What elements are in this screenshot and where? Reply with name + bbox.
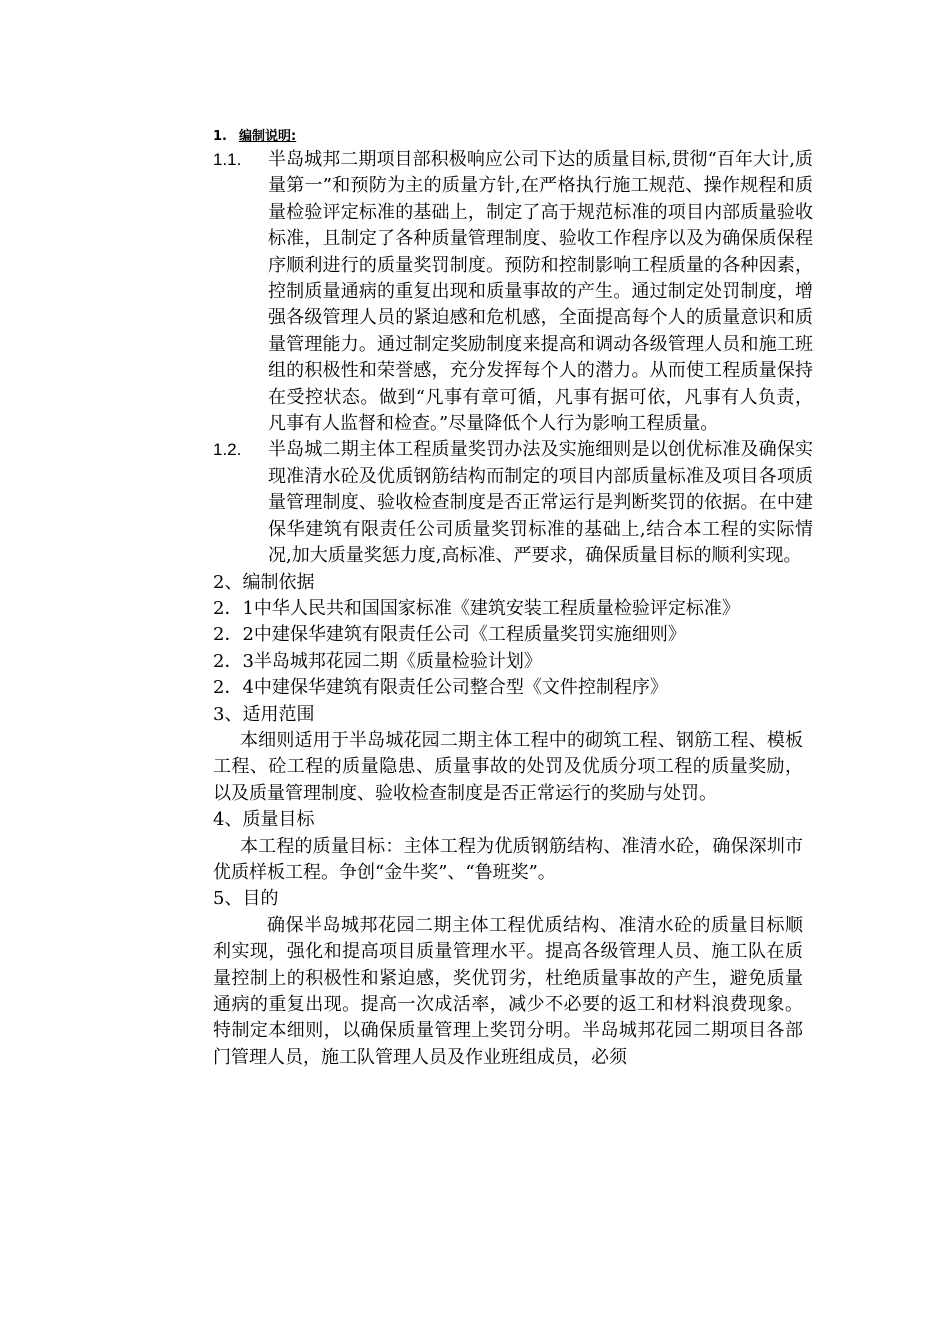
- section-1-number: 1.: [213, 129, 227, 144]
- section-5-title: 5、目的: [213, 888, 279, 910]
- reference-item: 2．2中建保华建筑有限责任公司《工程质量奖罚实施细则》: [213, 624, 686, 646]
- reference-item: 2．1中华人民共和国国家标准《建筑安装工程质量检验评定标准》: [213, 597, 740, 619]
- item-1-2: [213, 437, 813, 569]
- section-4-text: 本工程的质量目标：主体工程为优质钢筋结构、准清水砼，确保深圳市优质样板工程。争创“金牛奖”、“鲁班奖”。: [213, 835, 803, 883]
- reference-item: 2．3半岛城邦花园二期《质量检验计划》: [213, 650, 542, 672]
- section-2-title: 2、编制依据: [213, 571, 315, 593]
- item-1-1: [213, 147, 813, 437]
- section-3-title: 3、适用范围: [213, 703, 315, 725]
- section-3-text: 本细则适用于半岛城花园二期主体工程中的砌筑工程、钢筋工程、模板工程、砼工程的质量隐患、质量事故的处罚及优质分项工程的质量奖励，以及质量管理制度、验收检查制度是否正常运行的奖励与处罚。: [213, 729, 803, 804]
- item-1-1-text: 半岛城邦二期项目部积极响应公司下达的质量目标,贯彻“百年大计,质量第一”和预防为主的质量方针,在严格执行施工规范、操作规程和质量检验评定标准的基础上，制定了高于规范标准的项目内部质量验收标准，且制定了各种质量管理制度、验收工作程序以及为确保质保程序顺利进行的质量奖罚制度。预防和控制影响工程质量的各种因素，控制质量通病的重复出现和质量事故的产生。通过制定处罚制度，增强各级管理人员的紧迫感和危机感，全面提高每个人的质量意识和质量管理能力。通过制定奖励制度来提高和调动各级管理人员和施工班组的积极性和荣誉感，充分发挥每个人的潜力。从而使工程质量保持在受控状态。做到“凡事有章可循，凡事有据可依，凡事有人负责，凡事有人监督和检查。”尽量降低个人行为影响工程质量。: [268, 149, 813, 435]
- reference-item: 2．4中建保华建筑有限责任公司整合型《文件控制程序》: [213, 677, 668, 699]
- item-1-2-text: 半岛城二期主体工程质量奖罚办法及实施细则是以创优标准及确保实现准清水砼及优质钢筋结构而制定的项目内部质量标准及项目各项质量管理制度、验收检查制度是否正常运行是判断奖罚的依据。在中建保华建筑有限责任公司质量奖罚标准的基础上,结合本工程的实际情况,加大质量奖惩力度,高标准、严要求，确保质量目标的顺利实现。: [268, 439, 813, 567]
- item-1-2-number: 1.2.: [213, 440, 242, 460]
- section-1-heading: [213, 127, 813, 147]
- document-body: [213, 127, 813, 1071]
- section-5-text: 确保半岛城邦花园二期主体工程优质结构、准清水砼的质量目标顺利实现，强化和提高项目质量管理水平。提高各级管理人员、施工队在质量控制上的积极性和紧迫感，奖优罚劣，杜绝质量事故的产生，避免质量通病的重复出现。提高一次成活率，减少不必要的返工和材料浪费现象。特制定本细则，以确保质量管理上奖罚分明。半岛城邦花园二期项目各部门管理人员，施工队管理人员及作业班组成员，必须: [213, 914, 803, 1068]
- section-4-title: 4、质量目标: [213, 809, 315, 831]
- item-1-1-number: 1.1.: [213, 150, 242, 169]
- section-1-title: 编制说明:: [239, 129, 297, 144]
